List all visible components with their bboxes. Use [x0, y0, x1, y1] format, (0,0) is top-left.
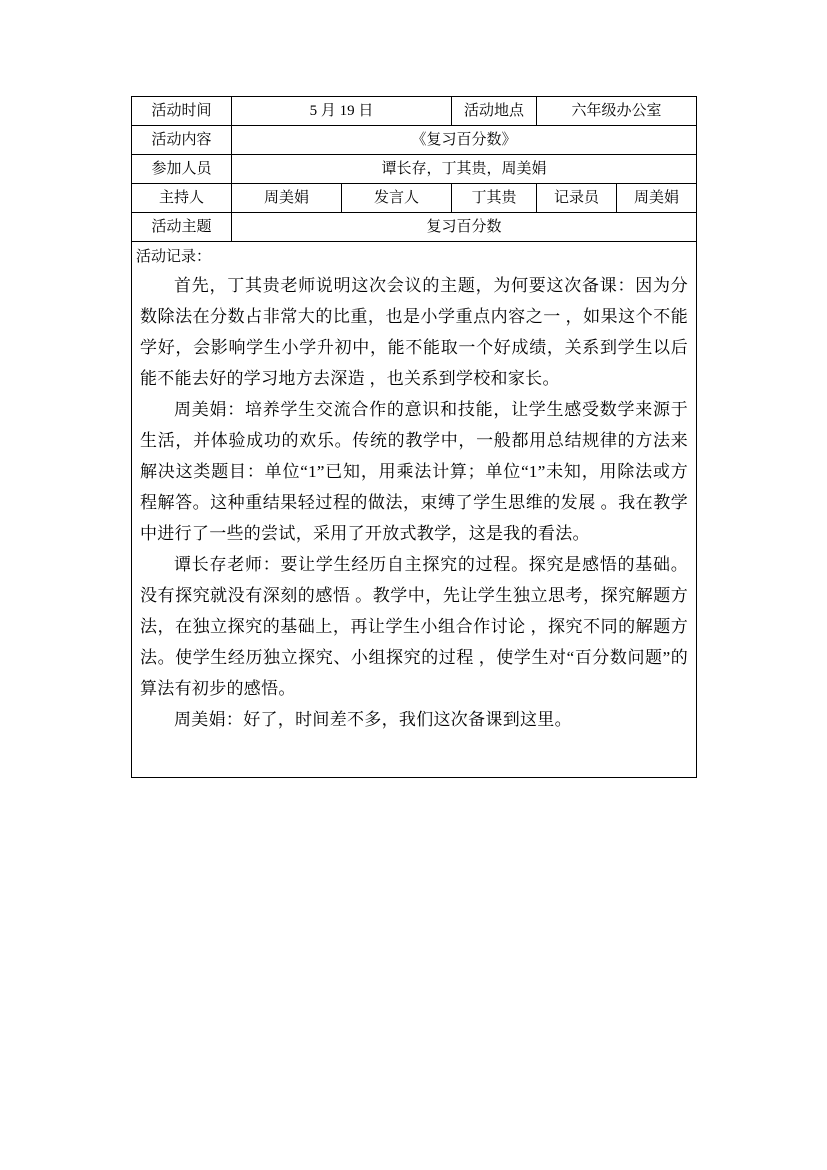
record-paragraph: 首先，丁其贵老师说明这次会议的主题，为何要这次备课：因为分数除法在分数占非常大的比重，也是小学重点内容之一 ，如果这个不能学好，会影响学生小学升初中，能不能取一个好成绩，关系到学生以后能不能去好的学习地方去深造 ，也关系到学校和家长。 — [140, 276, 689, 388]
table-row-theme — [132, 213, 697, 242]
table-row-participants — [132, 155, 697, 184]
value-activity-place: 六年级办公室 — [537, 97, 697, 126]
value-participants: 谭长存，丁其贵，周美娟 — [232, 155, 697, 184]
label-speaker: 发言人 — [342, 184, 452, 213]
label-host: 主持人 — [132, 184, 232, 213]
label-activity-theme: 活动主题 — [132, 213, 232, 242]
activity-record-body — [136, 268, 692, 735]
label-activity-content: 活动内容 — [132, 126, 232, 155]
activity-record-label: 活动记录： — [136, 249, 212, 265]
table-row-activity-content — [132, 126, 697, 155]
value-speaker: 丁其贵 — [452, 184, 537, 213]
label-activity-time: 活动时间 — [132, 97, 232, 126]
record-paragraph: 周美娟：培养学生交流合作的意识和技能，让学生感受数学来源于生活，并体验成功的欢乐。传统的教学中，一般都用总结规律的方法来解决这类题目：单位“1”已知，用乘法计算；单位“1”未知，用除法或方程解答。这种重结果轻过程的做法，束缚了学生思维的发展 。我在教学中进行了一些的尝试，采用了开放式教学，这是我的看法。 — [140, 400, 689, 543]
record-bottom-spacer — [136, 735, 692, 775]
table-row-roles — [132, 184, 697, 213]
record-paragraph: 谭长存老师：要让学生经历自主探究的过程。探究是感悟的基础。没有探究就没有深刻的感悟 。教学中，先让学生独立思考，探究解题方法，在独立探究的基础上，再让学生小组合作讨论 ，探究不同的解题方法。使学生经历独立探究、小组探究的过程 ，使学生对“百分数问题”的算法有初步的感悟。 — [140, 555, 689, 698]
label-recorder: 记录员 — [537, 184, 617, 213]
activity-record-cell — [132, 242, 697, 778]
label-activity-place: 活动地点 — [452, 97, 537, 126]
meeting-record-table — [131, 96, 697, 778]
record-paragraph: 周美娟：好了，时间差不多，我们这次备课到这里。 — [174, 710, 572, 729]
value-activity-time: 5 月 19 日 — [232, 97, 452, 126]
label-participants: 参加人员 — [132, 155, 232, 184]
value-activity-theme: 复习百分数 — [232, 213, 697, 242]
value-host: 周美娟 — [232, 184, 342, 213]
value-activity-content: 《复习百分数》 — [232, 126, 697, 155]
table-row-activity-time — [132, 97, 697, 126]
table-row-record — [132, 242, 697, 778]
value-recorder: 周美娟 — [617, 184, 697, 213]
